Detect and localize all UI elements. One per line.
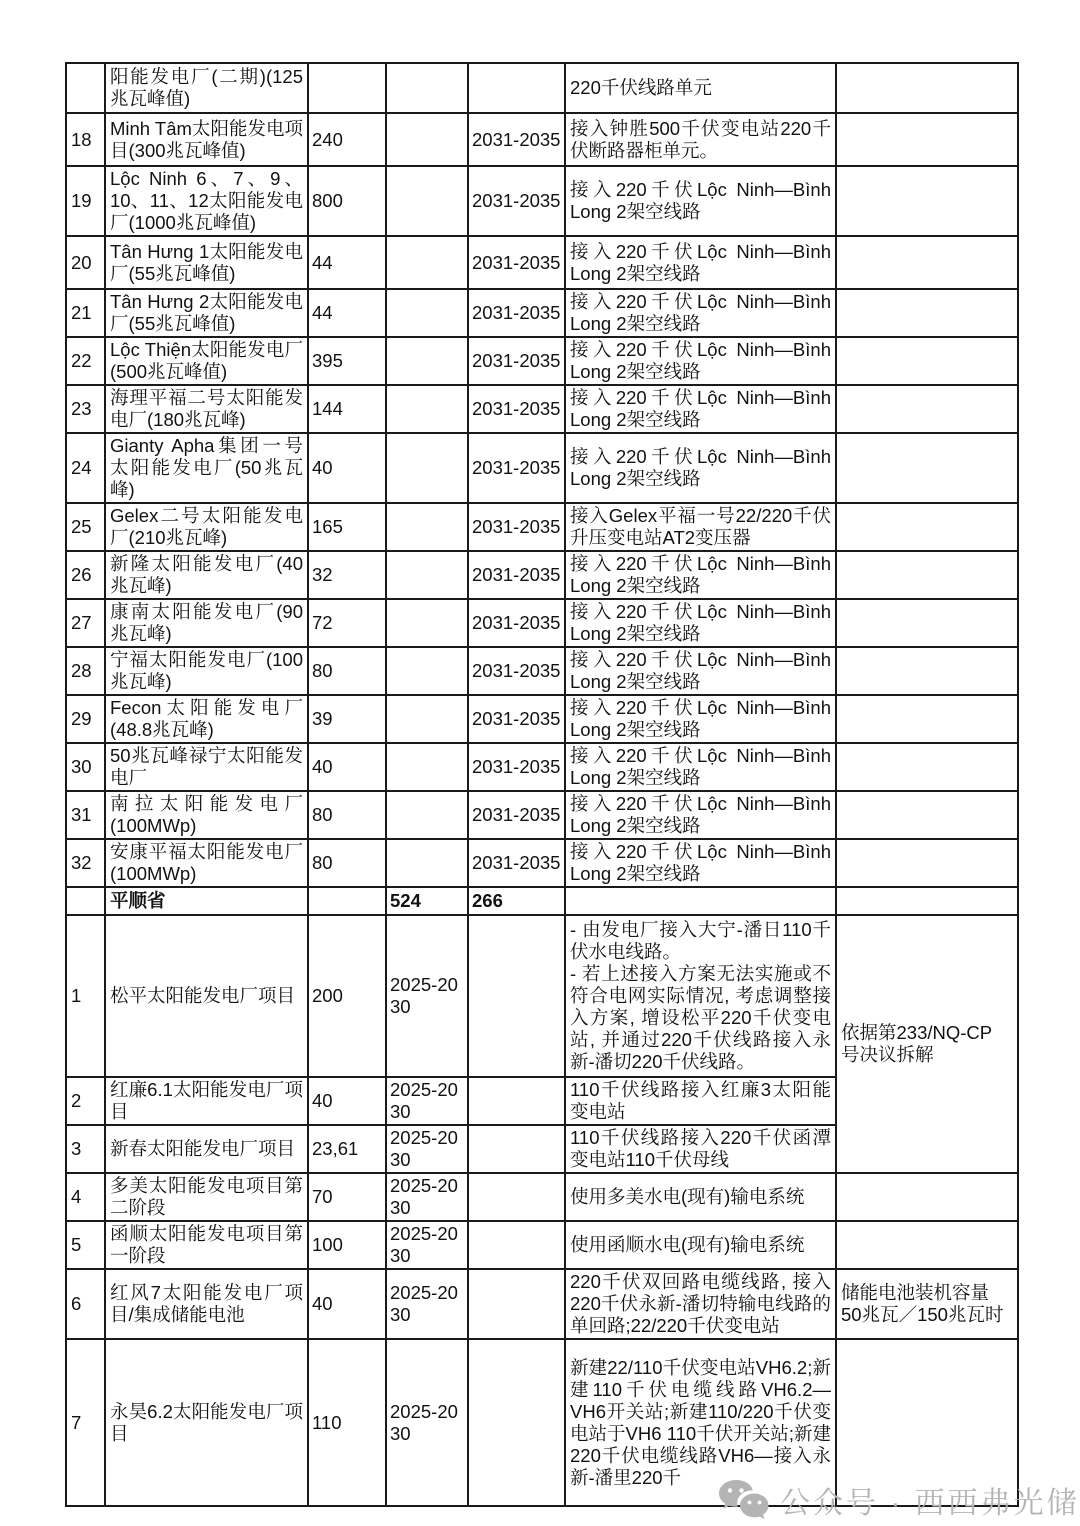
table-row bbox=[66, 166, 1018, 236]
grid-connection: 接入220千伏Lộc Ninh—Bình Long 2架空线路 bbox=[565, 385, 836, 433]
row-number: 25 bbox=[66, 503, 105, 551]
grid-connection: 接入220千伏Lộc Ninh—Bình Long 2架空线路 bbox=[565, 743, 836, 791]
phase-col-1 bbox=[386, 385, 468, 433]
capacity-value: 100 bbox=[308, 1221, 386, 1269]
period-value: 2031-2035 bbox=[468, 599, 565, 647]
capacity-value: 40 bbox=[308, 1077, 386, 1125]
grid-connection: 接入220千伏Lộc Ninh—Bình Long 2架空线路 bbox=[565, 433, 836, 503]
watermark-text: 公众号 · 西西弗光储 bbox=[780, 1487, 1080, 1520]
period-value: 2025-2030 bbox=[386, 1339, 468, 1506]
note-cell bbox=[836, 503, 1018, 551]
table-row bbox=[66, 599, 1018, 647]
project-name: Minh Tâm太阳能发电项目(300兆瓦峰值) bbox=[105, 113, 308, 166]
period-value: 2025-2030 bbox=[386, 1077, 468, 1125]
table-row bbox=[66, 551, 1018, 599]
table-row bbox=[66, 647, 1018, 695]
capacity-value: 40 bbox=[308, 433, 386, 503]
period-value: 2031-2035 bbox=[468, 113, 565, 166]
project-name: Fecon太阳能发电厂(48.8兆瓦峰) bbox=[105, 695, 308, 743]
grid-connection: 接入220千伏Lộc Ninh—Bình Long 2架空线路 bbox=[565, 791, 836, 839]
table-row bbox=[66, 289, 1018, 337]
table-row bbox=[66, 1173, 1018, 1221]
row-number: 26 bbox=[66, 551, 105, 599]
period-value: 2031-2035 bbox=[468, 551, 565, 599]
note-cell bbox=[836, 385, 1018, 433]
phase-col-1 bbox=[386, 236, 468, 289]
row-number: 4 bbox=[66, 1173, 105, 1221]
table-row bbox=[66, 337, 1018, 385]
note-cell bbox=[836, 337, 1018, 385]
table-row bbox=[66, 1221, 1018, 1269]
grid-connection: 110千伏线路接入红廉3太阳能变电站 bbox=[565, 1077, 836, 1125]
phase-col-2 bbox=[468, 1221, 565, 1269]
capacity-value: 23,61 bbox=[308, 1125, 386, 1173]
grid-connection: 220千伏双回路电缆线路, 接入220千伏永新-潘切特输电线路的单回路;22/220千伏变电站 bbox=[565, 1269, 836, 1339]
period-value: 2025-2030 bbox=[386, 1221, 468, 1269]
grid-connection: 接入220千伏Lộc Ninh—Bình Long 2架空线路 bbox=[565, 337, 836, 385]
row-number bbox=[66, 63, 105, 113]
row-number: 30 bbox=[66, 743, 105, 791]
capacity-value: 32 bbox=[308, 551, 386, 599]
period-value: 2031-2035 bbox=[468, 647, 565, 695]
note-cell bbox=[836, 166, 1018, 236]
capacity-value: 44 bbox=[308, 289, 386, 337]
grid-connection: 接入220千伏Lộc Ninh—Bình Long 2架空线路 bbox=[565, 839, 836, 887]
grid-connection: 接入220千伏Lộc Ninh—Bình Long 2架空线路 bbox=[565, 551, 836, 599]
phase-col-2 bbox=[468, 1077, 565, 1125]
period-value: 2031-2035 bbox=[468, 695, 565, 743]
note-cell bbox=[836, 647, 1018, 695]
project-name: 红风7太阳能发电厂项目/集成储能电池 bbox=[105, 1269, 308, 1339]
note-cell bbox=[836, 695, 1018, 743]
capacity-value: 110 bbox=[308, 1339, 386, 1506]
phase-col-1 bbox=[386, 289, 468, 337]
phase-col-2 bbox=[468, 1269, 565, 1339]
project-name: Tân Hưng 2太阳能发电厂(55兆瓦峰值) bbox=[105, 289, 308, 337]
project-name: 南拉太阳能发电厂(100MWp) bbox=[105, 791, 308, 839]
capacity-value bbox=[308, 63, 386, 113]
row-number: 27 bbox=[66, 599, 105, 647]
project-name: 多美太阳能发电项目第二阶段 bbox=[105, 1173, 308, 1221]
note-cell bbox=[836, 433, 1018, 503]
table-row bbox=[66, 433, 1018, 503]
note-cell bbox=[836, 1221, 1018, 1269]
note-cell bbox=[836, 599, 1018, 647]
capacity-value: 70 bbox=[308, 1173, 386, 1221]
grid-connection: 220千伏线路单元 bbox=[565, 63, 836, 113]
subtotal-2031-2035: 266 bbox=[468, 887, 565, 915]
phase-col-1 bbox=[386, 503, 468, 551]
capacity-value: 144 bbox=[308, 385, 386, 433]
capacity-value: 72 bbox=[308, 599, 386, 647]
period-value: 2025-2030 bbox=[386, 915, 468, 1077]
project-table bbox=[65, 62, 1019, 1507]
note-cell bbox=[836, 887, 1018, 915]
capacity-value: 40 bbox=[308, 1269, 386, 1339]
capacity-value: 80 bbox=[308, 791, 386, 839]
project-name: 红廉6.1太阳能发电厂项目 bbox=[105, 1077, 308, 1125]
phase-col-1 bbox=[386, 166, 468, 236]
province-name: 平顺省 bbox=[105, 887, 308, 915]
grid-connection: 110千伏线路接入220千伏函潭变电站110千伏母线 bbox=[565, 1125, 836, 1173]
capacity-value: 39 bbox=[308, 695, 386, 743]
row-number: 19 bbox=[66, 166, 105, 236]
phase-col-1 bbox=[386, 791, 468, 839]
project-name: Lộc Ninh 6、7、9、10、11、12太阳能发电厂(1000兆瓦峰值) bbox=[105, 166, 308, 236]
table-row bbox=[66, 63, 1018, 113]
period-value: 2025-2030 bbox=[386, 1125, 468, 1173]
note-cell bbox=[836, 791, 1018, 839]
capacity-value: 44 bbox=[308, 236, 386, 289]
table-row bbox=[66, 385, 1018, 433]
row-number: 24 bbox=[66, 433, 105, 503]
period-value bbox=[468, 63, 565, 113]
period-value: 2031-2035 bbox=[468, 791, 565, 839]
phase-col-1 bbox=[386, 695, 468, 743]
period-value: 2025-2030 bbox=[386, 1269, 468, 1339]
watermark bbox=[716, 1478, 1080, 1522]
phase-col-1 bbox=[386, 839, 468, 887]
capacity-value: 200 bbox=[308, 915, 386, 1077]
grid-connection: 使用多美水电(现有)输电系统 bbox=[565, 1173, 836, 1221]
grid-connection: 接入Gelex平福一号22/220千伏升压变电站AT2变压器 bbox=[565, 503, 836, 551]
project-name: 永昊6.2太阳能发电厂项目 bbox=[105, 1339, 308, 1506]
project-name: 50兆瓦峰禄宁太阳能发电厂 bbox=[105, 743, 308, 791]
phase-col-1 bbox=[386, 113, 468, 166]
note-cell: 依据第233/NQ-CP号决议拆解 bbox=[836, 915, 1018, 1173]
note-cell bbox=[836, 113, 1018, 166]
note-cell bbox=[836, 551, 1018, 599]
phase-col-1 bbox=[386, 63, 468, 113]
project-name: 阳能发电厂(二期)(125兆瓦峰值) bbox=[105, 63, 308, 113]
period-value: 2031-2035 bbox=[468, 166, 565, 236]
capacity-value bbox=[308, 887, 386, 915]
phase-col-2 bbox=[468, 1339, 565, 1506]
row-number: 32 bbox=[66, 839, 105, 887]
project-name: 新隆太阳能发电厂(40兆瓦峰) bbox=[105, 551, 308, 599]
capacity-value: 240 bbox=[308, 113, 386, 166]
grid-connection: 接入220千伏Lộc Ninh—Bình Long 2架空线路 bbox=[565, 647, 836, 695]
table-row bbox=[66, 839, 1018, 887]
row-number: 5 bbox=[66, 1221, 105, 1269]
period-value: 2025-2030 bbox=[386, 1173, 468, 1221]
table-row bbox=[66, 695, 1018, 743]
period-value: 2031-2035 bbox=[468, 839, 565, 887]
table-row bbox=[66, 743, 1018, 791]
project-name: Gelex二号太阳能发电厂(210兆瓦峰) bbox=[105, 503, 308, 551]
province-header-row bbox=[66, 887, 1018, 915]
row-number: 6 bbox=[66, 1269, 105, 1339]
section-binh-phuoc bbox=[66, 63, 1018, 915]
phase-col-1 bbox=[386, 551, 468, 599]
connection-line: - 若上述接入方案无法实施或不符合电网实际情况, 考虑调整接入方案, 增设松平220千伏变电站, 并通过220千伏线路接入永新-潘切220千伏线路。 bbox=[570, 963, 831, 1072]
grid-connection bbox=[565, 887, 836, 915]
grid-connection: 接入钟胜500千伏变电站220千伏断路器柜单元。 bbox=[565, 113, 836, 166]
note-cell bbox=[836, 839, 1018, 887]
subtotal-2025-2030: 524 bbox=[386, 887, 468, 915]
phase-col-2 bbox=[468, 1125, 565, 1173]
grid-connection: 新建22/110千伏变电站VH6.2;新建110千伏电缆线路VH6.2—VH6开关站;新建110/220千伏变电站于VH6 110千伏开关站;新建220千伏电缆线路VH6—接入永新-潘里220千 bbox=[565, 1339, 836, 1506]
grid-connection bbox=[565, 915, 836, 1077]
row-number: 31 bbox=[66, 791, 105, 839]
row-number: 29 bbox=[66, 695, 105, 743]
grid-connection: 接入220千伏Lộc Ninh—Bình Long 2架空线路 bbox=[565, 236, 836, 289]
phase-col-2 bbox=[468, 1173, 565, 1221]
capacity-value: 40 bbox=[308, 743, 386, 791]
project-name: 海理平福二号太阳能发电厂(180兆瓦峰) bbox=[105, 385, 308, 433]
capacity-value: 80 bbox=[308, 839, 386, 887]
row-number: 18 bbox=[66, 113, 105, 166]
row-number: 20 bbox=[66, 236, 105, 289]
project-name: 新春太阳能发电厂项目 bbox=[105, 1125, 308, 1173]
row-number: 22 bbox=[66, 337, 105, 385]
grid-connection: 使用函顺水电(现有)输电系统 bbox=[565, 1221, 836, 1269]
note-cell bbox=[836, 289, 1018, 337]
note-cell bbox=[836, 1173, 1018, 1221]
period-value: 2031-2035 bbox=[468, 503, 565, 551]
project-name: 安康平福太阳能发电厂(100MWp) bbox=[105, 839, 308, 887]
project-name: 宁福太阳能发电厂(100兆瓦峰) bbox=[105, 647, 308, 695]
phase-col-2 bbox=[468, 915, 565, 1077]
note-cell bbox=[836, 236, 1018, 289]
phase-col-1 bbox=[386, 743, 468, 791]
phase-col-1 bbox=[386, 599, 468, 647]
row-number: 7 bbox=[66, 1339, 105, 1506]
project-name: Tân Hưng 1太阳能发电厂(55兆瓦峰值) bbox=[105, 236, 308, 289]
project-name: 松平太阳能发电厂项目 bbox=[105, 915, 308, 1077]
section-binh-thuan bbox=[66, 915, 1018, 1506]
period-value: 2031-2035 bbox=[468, 385, 565, 433]
period-value: 2031-2035 bbox=[468, 289, 565, 337]
capacity-value: 395 bbox=[308, 337, 386, 385]
table-row bbox=[66, 791, 1018, 839]
table-row bbox=[66, 236, 1018, 289]
phase-col-1 bbox=[386, 647, 468, 695]
grid-connection: 接入220千伏Lộc Ninh—Bình Long 2架空线路 bbox=[565, 695, 836, 743]
row-number: 23 bbox=[66, 385, 105, 433]
row-number: 28 bbox=[66, 647, 105, 695]
wechat-icon bbox=[716, 1478, 770, 1522]
table-row bbox=[66, 1269, 1018, 1339]
row-number: 2 bbox=[66, 1077, 105, 1125]
phase-col-1 bbox=[386, 433, 468, 503]
period-value: 2031-2035 bbox=[468, 236, 565, 289]
row-number: 3 bbox=[66, 1125, 105, 1173]
capacity-value: 800 bbox=[308, 166, 386, 236]
grid-connection: 接入220千伏Lộc Ninh—Bình Long 2架空线路 bbox=[565, 166, 836, 236]
project-name: Lộc Thiện太阳能发电厂(500兆瓦峰值) bbox=[105, 337, 308, 385]
capacity-value: 80 bbox=[308, 647, 386, 695]
table-row bbox=[66, 915, 1018, 1077]
note-cell bbox=[836, 743, 1018, 791]
capacity-value: 165 bbox=[308, 503, 386, 551]
period-value: 2031-2035 bbox=[468, 743, 565, 791]
row-number bbox=[66, 887, 105, 915]
phase-col-1 bbox=[386, 337, 468, 385]
grid-connection: 接入220千伏Lộc Ninh—Bình Long 2架空线路 bbox=[565, 289, 836, 337]
project-name: Gianty Apha集团一号太阳能发电厂(50兆瓦峰) bbox=[105, 433, 308, 503]
row-number: 21 bbox=[66, 289, 105, 337]
grid-connection: 接入220千伏Lộc Ninh—Bình Long 2架空线路 bbox=[565, 599, 836, 647]
connection-line: - 由发电厂接入大宁-潘日110千伏水电线路。 bbox=[570, 919, 831, 962]
period-value: 2031-2035 bbox=[468, 337, 565, 385]
note-cell bbox=[836, 63, 1018, 113]
project-name: 康南太阳能发电厂(90兆瓦峰) bbox=[105, 599, 308, 647]
table-row bbox=[66, 113, 1018, 166]
period-value: 2031-2035 bbox=[468, 433, 565, 503]
note-cell: 储能电池装机容量50兆瓦／150兆瓦时 bbox=[836, 1269, 1018, 1339]
table-row bbox=[66, 503, 1018, 551]
project-name: 函顺太阳能发电项目第一阶段 bbox=[105, 1221, 308, 1269]
row-number: 1 bbox=[66, 915, 105, 1077]
